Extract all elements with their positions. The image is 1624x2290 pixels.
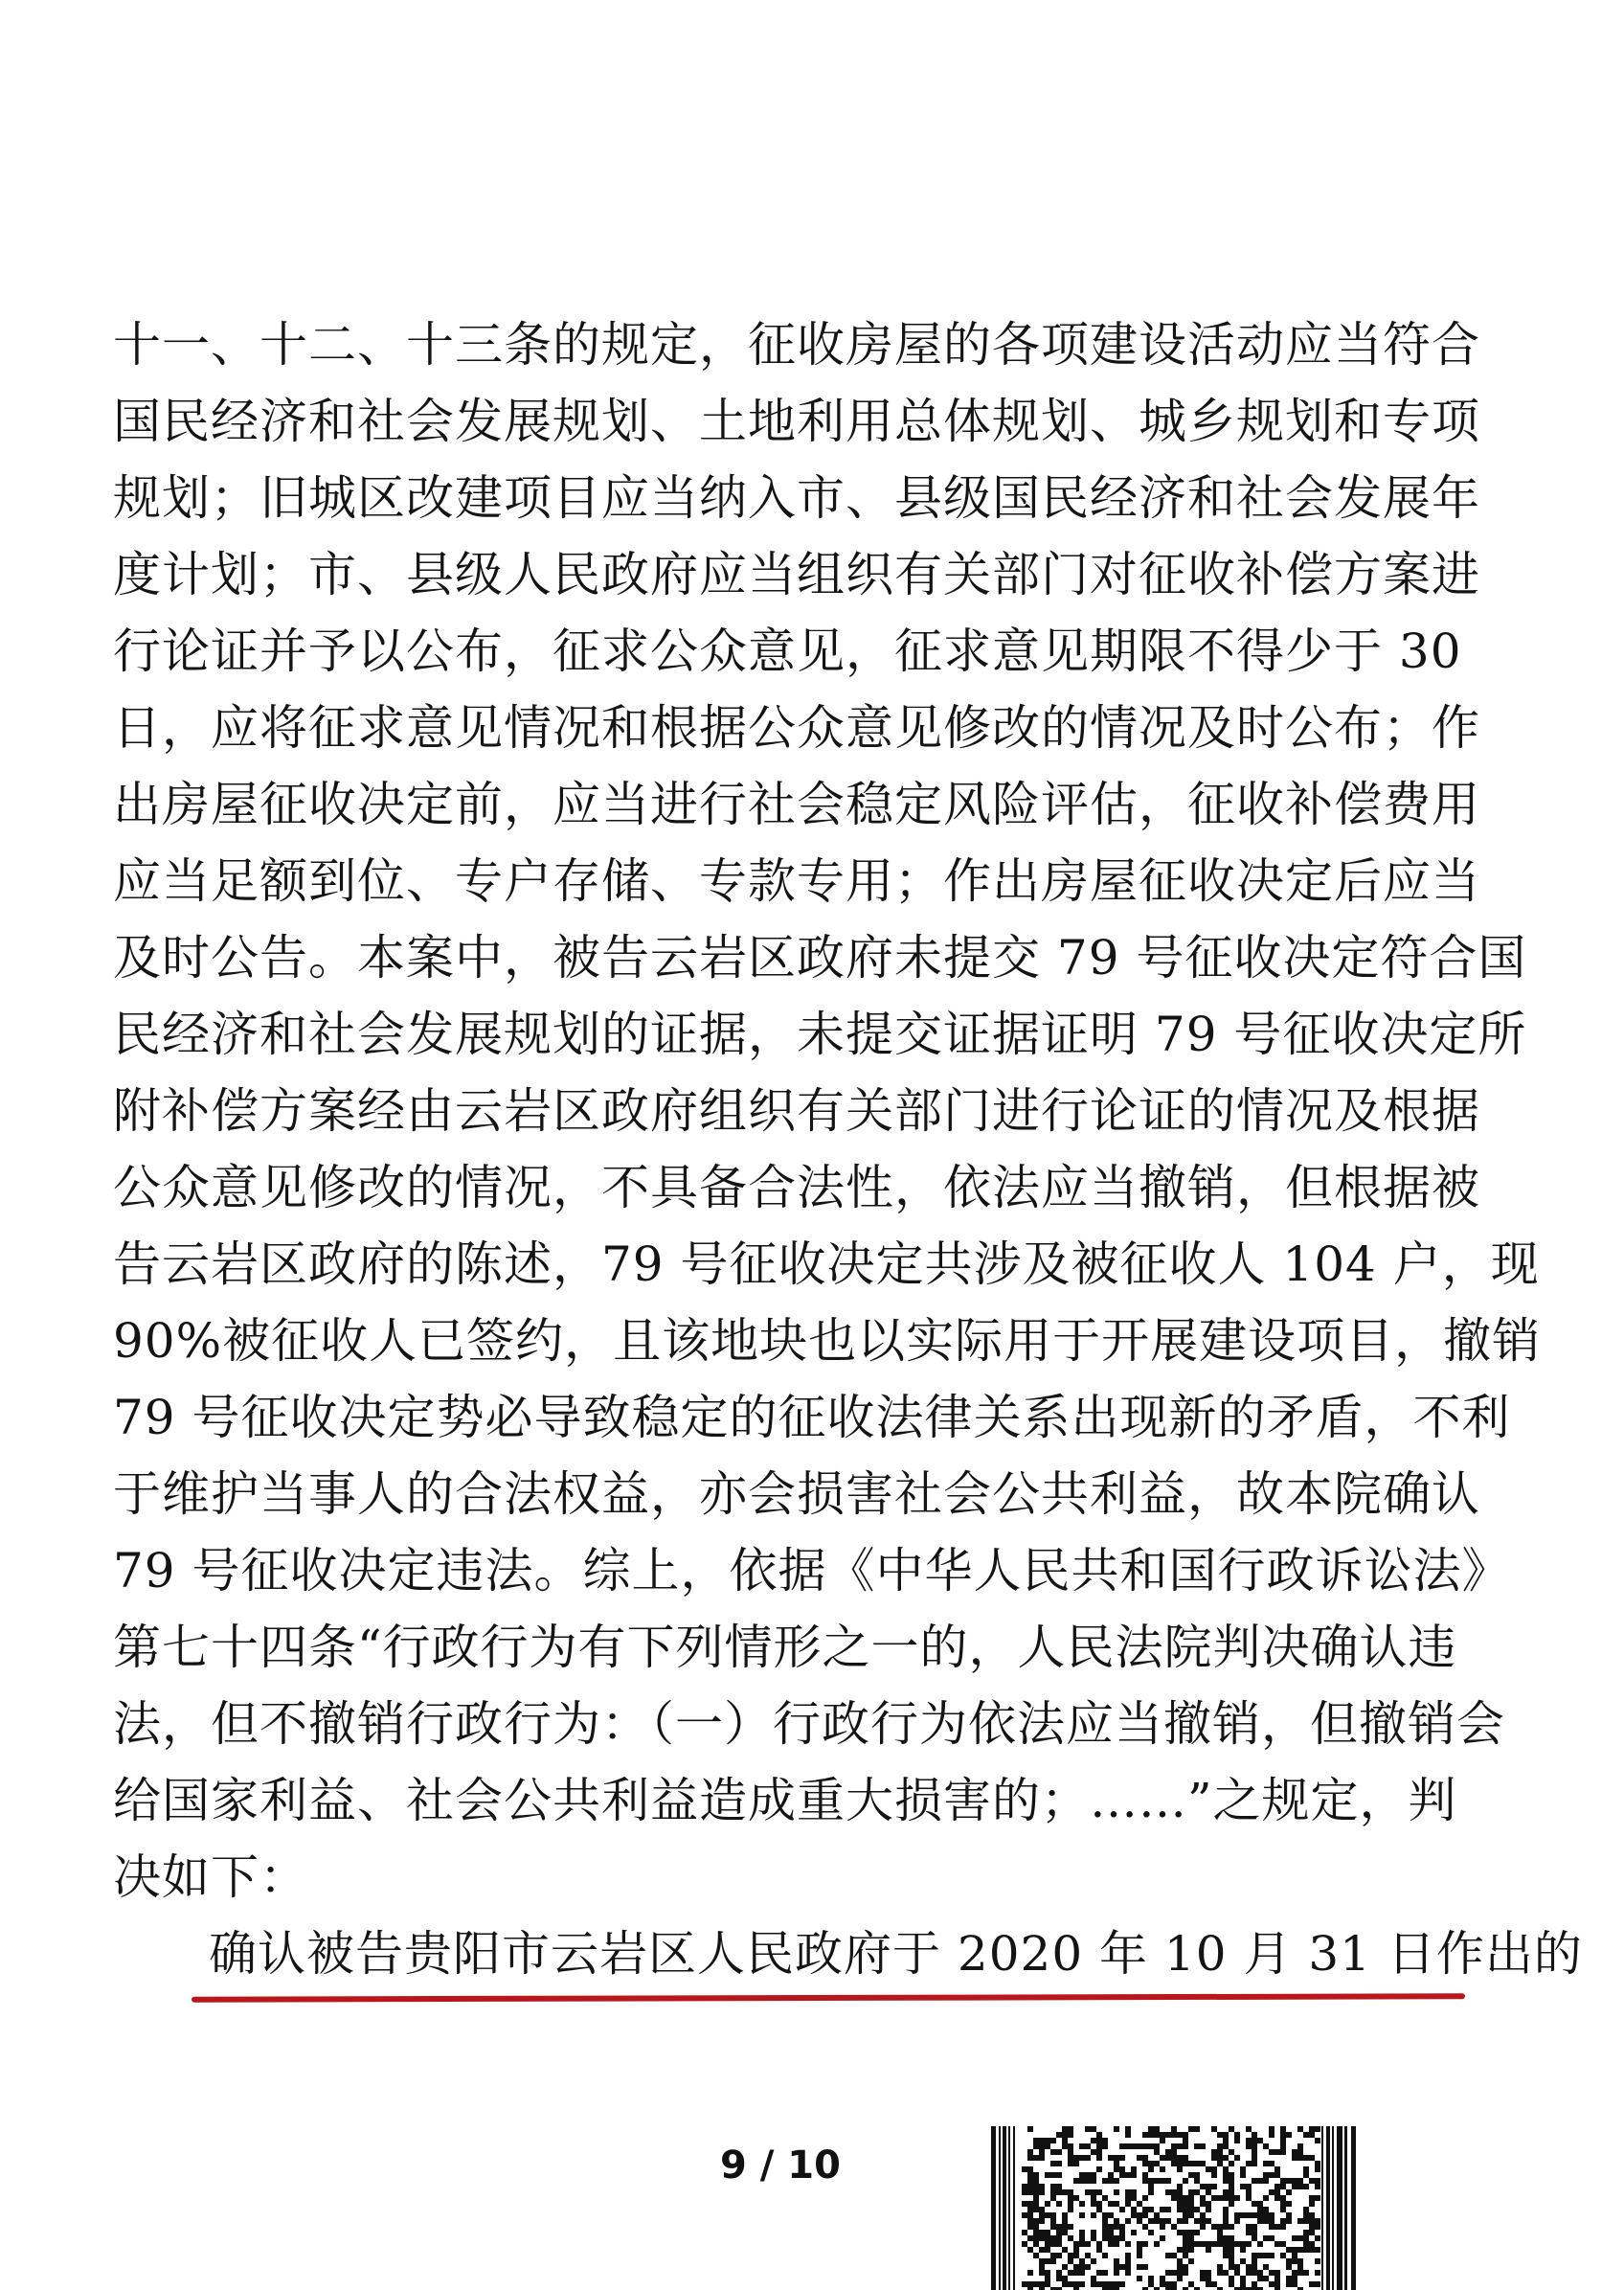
barcode-image (991, 2126, 1365, 2290)
paragraph-line-20: 给国家利益、社会公共利益造成重大损害的；……”之规定，判 (113, 1773, 1457, 1828)
paragraph-line-21: 决如下： (113, 1849, 308, 1905)
paragraph-line-5: 行论证并予以公布，征求公众意见，征求意见期限不得少于 30 (113, 624, 1462, 679)
paragraph-line-13: 告云岩区政府的陈述，79 号征收决定共涉及被征收人 104 户，现 (113, 1236, 1540, 1292)
paragraph-line-6: 日，应将征求意见情况和根据公众意见修改的情况及时公布；作 (113, 700, 1480, 756)
paragraph-line-15: 79 号征收决定势必导致稳定的征收法律关系出现新的矛盾，不利 (113, 1390, 1511, 1445)
page-number: 9 / 10 (720, 2143, 841, 2188)
paragraph-line-14: 90%被征收人已签约，且该地块也以实际用于开展建设项目，撤销 (113, 1313, 1542, 1369)
paragraph-line-8: 应当足额到位、专户存储、专款专用；作出房屋征收决定后应当 (113, 853, 1480, 909)
paragraph-line-16: 于维护当事人的合法权益，亦会损害社会公共利益，故本院确认 (113, 1466, 1480, 1522)
paragraph-line-12: 公众意见修改的情况，不具备合法性，依法应当撤销，但根据被 (113, 1160, 1480, 1215)
paragraph-line-17: 79 号征收决定违法。综上，依据《中华人民共和国行政诉讼法》 (113, 1543, 1511, 1598)
paragraph-line-18: 第七十四条“行政行为有下列情形之一的，人民法院判决确认违 (113, 1620, 1457, 1675)
paragraph-line-10: 民经济和社会发展规划的证据，未提交证据证明 79 号征收决定所 (113, 1007, 1527, 1062)
paragraph-line-7: 出房屋征收决定前，应当进行社会稳定风险评估，征收补偿费用 (113, 777, 1480, 832)
red-underline (192, 1993, 1465, 2002)
paragraph-line-1: 十一、十二、十三条的规定，征收房屋的各项建设活动应当符合 (113, 317, 1480, 373)
paragraph-line-19: 法，但不撤销行政行为：（一）行政行为依法应当撤销，但撤销会 (113, 1696, 1505, 1752)
paragraph-line-3: 规划；旧城区改建项目应当纳入市、县级国民经济和社会发展年 (113, 470, 1480, 526)
document-body (113, 306, 1583, 1992)
paragraph-line-4: 度计划；市、县级人民政府应当组织有关部门对征收补偿方案进 (113, 547, 1480, 602)
paragraph-line-11: 附补偿方案经由云岩区政府组织有关部门进行论证的情况及根据 (113, 1083, 1480, 1139)
judgment-line: 确认被告贵阳市云岩区人民政府于 2020 年 10 月 31 日作出的 (209, 1926, 1583, 1982)
paragraph-line-2: 国民经济和社会发展规划、土地利用总体规划、城乡规划和专项 (113, 394, 1480, 449)
paragraph-line-9: 及时公告。本案中，被告云岩区政府未提交 79 号征收决定符合国 (113, 930, 1527, 986)
